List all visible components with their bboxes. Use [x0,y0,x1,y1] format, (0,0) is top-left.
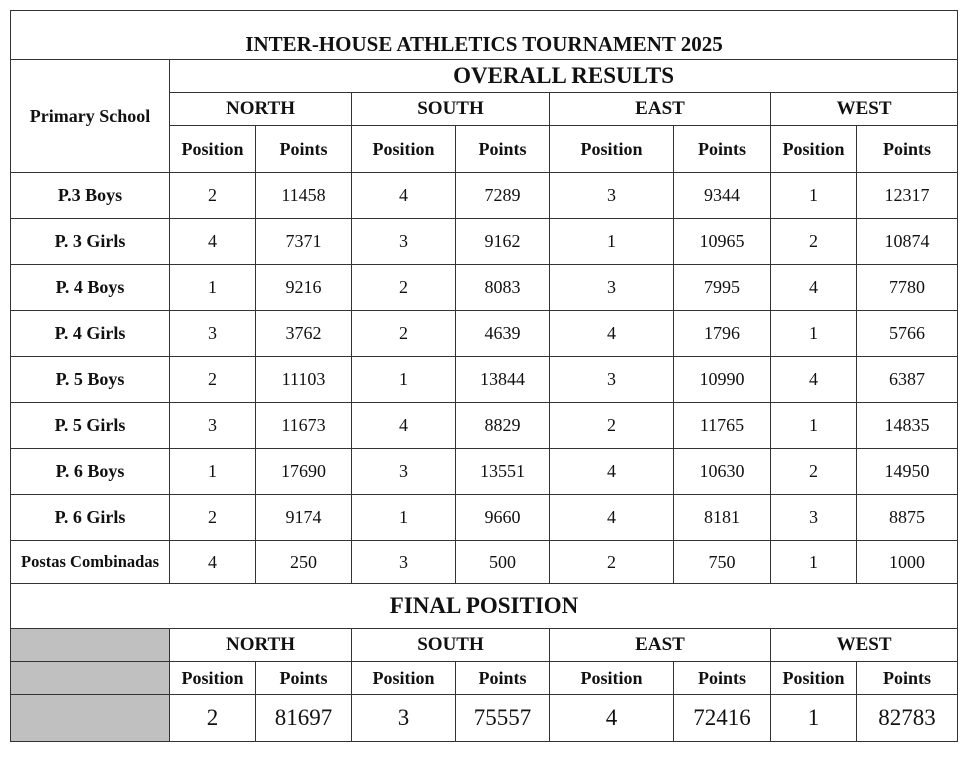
position-cell: 3 [170,403,256,449]
position-cell: 2 [170,357,256,403]
points-cell: 9216 [256,265,352,311]
grey-filler-cell [11,662,170,695]
house-header-south: SOUTH [352,93,550,126]
points-cell: 9174 [256,495,352,541]
final-column-header-points: Points [456,662,550,695]
points-cell: 1000 [857,541,958,584]
position-cell: 1 [170,265,256,311]
table-row [11,541,958,584]
position-cell: 4 [170,219,256,265]
points-cell: 750 [674,541,771,584]
table-row [11,265,958,311]
position-cell: 1 [771,311,857,357]
position-cell: 1 [170,449,256,495]
position-cell: 1 [352,495,456,541]
position-cell: 1 [352,357,456,403]
final-house-header-east: EAST [550,629,771,662]
table-row [11,173,958,219]
points-cell: 9162 [456,219,550,265]
column-header-position: Position [352,126,456,173]
points-cell: 7371 [256,219,352,265]
house-header-north: NORTH [170,93,352,126]
points-cell: 1796 [674,311,771,357]
table-row [11,311,958,357]
table-row [11,403,958,449]
house-header-east: EAST [550,93,771,126]
row-label: Postas Combinadas [11,541,170,584]
points-cell: 11103 [256,357,352,403]
column-header-position: Position [771,126,857,173]
row-label: P. 6 Girls [11,495,170,541]
points-cell: 9344 [674,173,771,219]
row-label: P. 6 Boys [11,449,170,495]
position-cell: 4 [771,357,857,403]
position-cell: 3 [550,357,674,403]
position-cell: 4 [550,495,674,541]
final-points-cell: 75557 [456,695,550,742]
points-cell: 9660 [456,495,550,541]
position-cell: 2 [352,311,456,357]
final-column-header-position: Position [550,662,674,695]
row-label: P. 4 Boys [11,265,170,311]
column-header-points: Points [456,126,550,173]
position-cell: 1 [771,173,857,219]
column-header-points: Points [674,126,771,173]
position-cell: 2 [170,173,256,219]
final-points-cell: 72416 [674,695,771,742]
final-position-cell: 1 [771,695,857,742]
table-row [11,495,958,541]
position-cell: 3 [352,449,456,495]
position-cell: 4 [170,541,256,584]
row-label: P.3 Boys [11,173,170,219]
position-cell: 4 [771,265,857,311]
position-cell: 3 [550,265,674,311]
points-cell: 5766 [857,311,958,357]
points-cell: 14950 [857,449,958,495]
final-column-header-points: Points [857,662,958,695]
final-house-header-south: SOUTH [352,629,550,662]
final-position-cell: 3 [352,695,456,742]
column-header-position: Position [550,126,674,173]
points-cell: 10874 [857,219,958,265]
table-row [11,357,958,403]
position-cell: 4 [352,173,456,219]
position-cell: 4 [550,311,674,357]
row-label: P. 5 Boys [11,357,170,403]
position-cell: 3 [550,173,674,219]
points-cell: 8181 [674,495,771,541]
final-column-header-position: Position [352,662,456,695]
points-cell: 250 [256,541,352,584]
position-cell: 3 [170,311,256,357]
position-cell: 1 [550,219,674,265]
points-cell: 13551 [456,449,550,495]
position-cell: 3 [771,495,857,541]
final-column-header-position: Position [170,662,256,695]
final-position-cell: 4 [550,695,674,742]
position-cell: 1 [771,541,857,584]
position-cell: 2 [550,403,674,449]
points-cell: 13844 [456,357,550,403]
points-cell: 4639 [456,311,550,357]
final-points-cell: 82783 [857,695,958,742]
final-position-title: FINAL POSITION [11,584,958,629]
table-row [11,219,958,265]
position-cell: 1 [771,403,857,449]
results-table [10,10,958,742]
position-cell: 3 [352,219,456,265]
points-cell: 3762 [256,311,352,357]
final-position-cell: 2 [170,695,256,742]
points-cell: 12317 [857,173,958,219]
points-cell: 10990 [674,357,771,403]
points-cell: 11765 [674,403,771,449]
row-label: P. 3 Girls [11,219,170,265]
points-cell: 6387 [857,357,958,403]
points-cell: 17690 [256,449,352,495]
table-subtitle: OVERALL RESULTS [170,60,958,93]
points-cell: 500 [456,541,550,584]
points-cell: 8875 [857,495,958,541]
final-house-header-west: WEST [771,629,958,662]
column-header-points: Points [256,126,352,173]
final-points-cell: 81697 [256,695,352,742]
final-column-header-position: Position [771,662,857,695]
final-values-row [11,695,958,742]
points-cell: 8083 [456,265,550,311]
grey-filler-cell [11,695,170,742]
row-label: P. 4 Girls [11,311,170,357]
row-label: P. 5 Girls [11,403,170,449]
row-header: Primary School [11,60,170,173]
column-header-position: Position [170,126,256,173]
points-cell: 14835 [857,403,958,449]
final-column-header-points: Points [674,662,771,695]
points-cell: 8829 [456,403,550,449]
points-cell: 11458 [256,173,352,219]
position-cell: 2 [352,265,456,311]
table-row [11,449,958,495]
house-header-west: WEST [771,93,958,126]
position-cell: 2 [771,449,857,495]
points-cell: 11673 [256,403,352,449]
position-cell: 4 [550,449,674,495]
position-cell: 2 [550,541,674,584]
grey-filler-cell [11,629,170,662]
column-header-points: Points [857,126,958,173]
final-column-header-points: Points [256,662,352,695]
points-cell: 10965 [674,219,771,265]
points-cell: 7995 [674,265,771,311]
points-cell: 7780 [857,265,958,311]
position-cell: 3 [352,541,456,584]
final-house-header-north: NORTH [170,629,352,662]
points-cell: 7289 [456,173,550,219]
table-title: INTER-HOUSE ATHLETICS TOURNAMENT 2025 [11,11,958,60]
position-cell: 2 [170,495,256,541]
position-cell: 2 [771,219,857,265]
points-cell: 10630 [674,449,771,495]
position-cell: 4 [352,403,456,449]
